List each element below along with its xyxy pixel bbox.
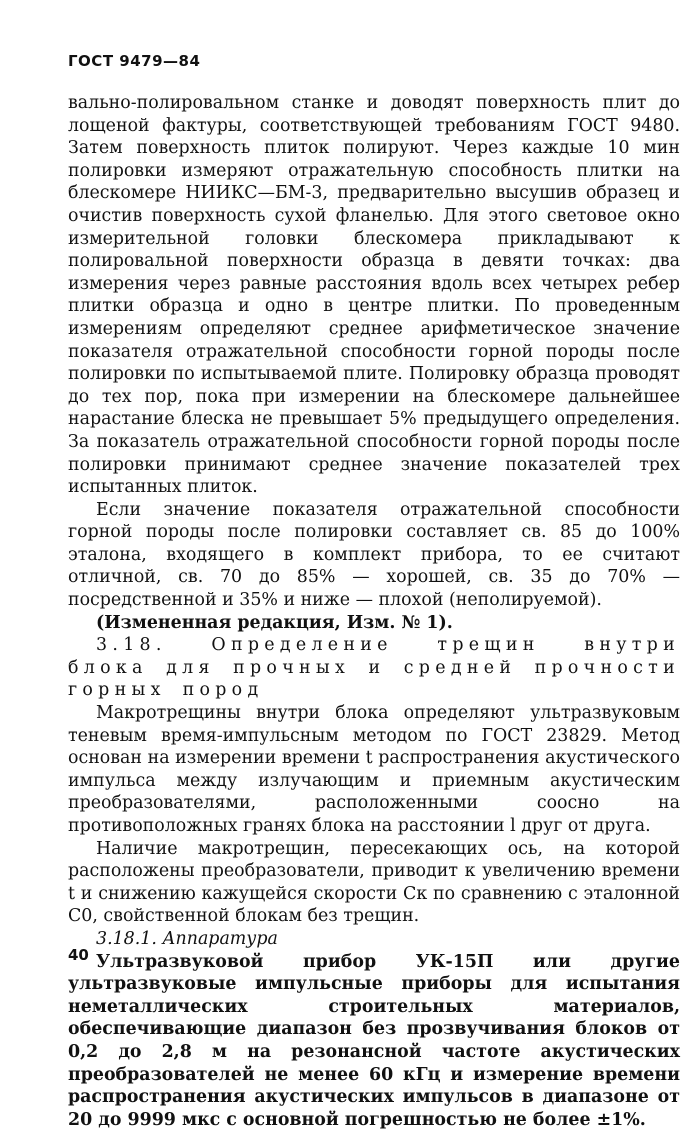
paragraph-macrocracks-effect: Наличие макротрещин, пересекающих ось, на которой расположены преобразователи, приводит к увеличению времени t и снижению кажущейся скорости Cк по сравнению с эталонной C0, свойственной блокам без трещин.: [68, 838, 680, 927]
document-page: [68, 52, 680, 1131]
page-number: 40: [68, 946, 89, 964]
paragraph-reflectivity-grades: Если значение показателя отражательной способности горной породы после полировки составляет св. 85 до 100% эталона, входящего в комплект прибора, то ее считают отличной, св. 70 до 85% — хорошей, св. 35 до 70% — посредственной и 35% и ниже — плохой (неполируемой).: [68, 499, 680, 611]
section-heading-3-18-1: 3.18.1. Аппаратура: [96, 928, 278, 949]
paragraph-polishing-procedure: вально-полировальном станке и доводят поверхность плит до лощеной фактуры, соответствующей требованиям ГОСТ 9480. Затем поверхность плиток полируют. Через каждые 10 мин полировки измеряют отражательную способность плитки на блескомере НИИКС—БМ-3, предварительно высушив образец и очистив поверхность сухой фланелью. Для этого световое окно измерительной головки блескомера прикладывают к полировальной поверхности образца в девяти точках: два измерения через равные расстояния вдоль всех четырех ребер плитки образца и одно в центре плитки. По проведенным измерениям определяют среднее арифметическое значение показателя отражательной способности горной породы после полировки по испытываемой плите. Полировку образца проводят до тех пор, пока при измерении на блескомере дальнейшее нарастание блеска не превышает 5% предыдущего определения. За показатель отражательной способности горной породы после полировки принимают среднее значение показателей трех испытанных плиток.: [68, 93, 680, 498]
section-heading-3-18: 3.18. Определение трещин внутри блока для прочных и средней прочности горных пород: [68, 635, 680, 701]
paragraph-macrocracks-method: Макротрещины внутри блока определяют ультразвуковым теневым время-импульсным методом по ГОСТ 23829. Метод основан на измерении времени t распространения акустического импульса между излучающим и приемным акустическим преобразователями, расположенными соосно на противоположных гранях блока на расстоянии l друг от друга.: [68, 703, 680, 836]
paragraph-apparatus: Ультразвуковой прибор УК-15П или другие ультразвуковые импульсные приборы для испытания неметаллических строительных материалов, обеспечивающие диапазон без прозвучивания блоков от 0,2 до 2,8 м на резонансной частоте акустических преобразователей не менее 60 кГц и измерение времени распространения акустических импульсов в диапазоне от 20 до 9999 мкс с основной погрешностью не более ±1%.: [68, 951, 680, 1130]
page-header: ГОСТ 9479—84: [68, 52, 201, 70]
amendment-note: (Измененная редакция, Изм. № 1).: [96, 612, 453, 633]
